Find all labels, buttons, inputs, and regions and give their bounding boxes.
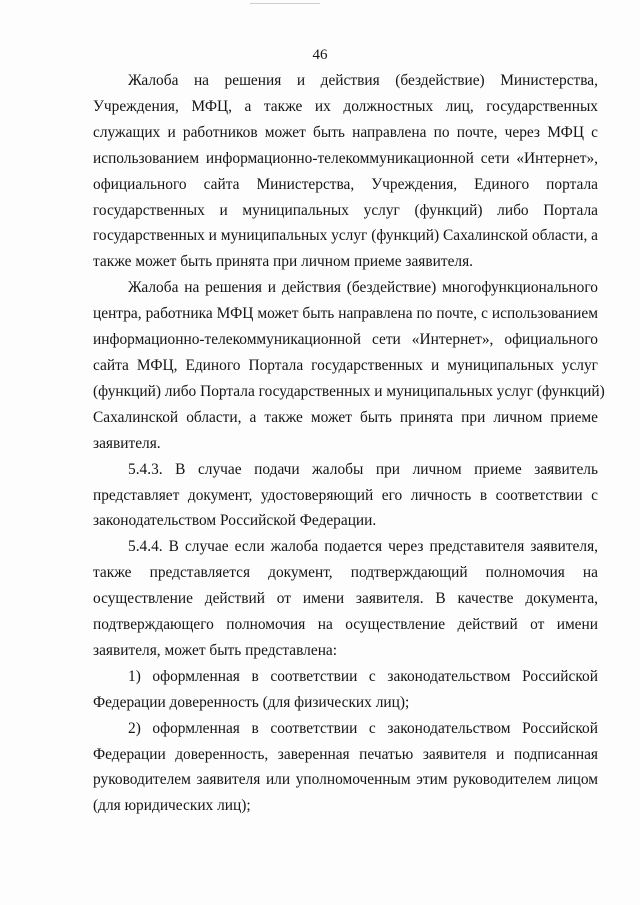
text-line: государственных и муниципальных услуг (функций) Сахалинской области, а bbox=[93, 227, 598, 245]
text-line: заявителя. bbox=[93, 434, 161, 452]
text-line: осуществление действий от имени заявителя. В качестве документа, bbox=[93, 590, 598, 608]
paragraph-complaint-mfc bbox=[93, 275, 605, 456]
text-line: информационно-телекоммуникационной сети «Интернет», официального bbox=[93, 331, 598, 349]
text-line: Сахалинской области, а также может быть принята при личном приеме bbox=[93, 408, 598, 426]
paragraph-complaint-ministry bbox=[93, 68, 598, 275]
text-line: Жалоба на решения и действия (бездействие) многофункционального bbox=[128, 279, 598, 297]
paragraph-clause-5-4-3 bbox=[93, 457, 598, 535]
text-line: 2) оформленная в соответствии с законодательством Российской bbox=[128, 719, 598, 737]
text-line: центра, работника МФЦ может быть направлена по почте, с использованием bbox=[93, 305, 598, 323]
scan-edge-mark bbox=[250, 3, 320, 4]
text-line: Жалоба на решения и действия (бездействие) Министерства, bbox=[128, 72, 598, 89]
text-line: Учреждения, МФЦ, а также их должностных лиц, государственных bbox=[93, 97, 598, 115]
document-body bbox=[93, 68, 605, 819]
text-line: 5.4.4. В случае если жалоба подается через представителя заявителя, bbox=[128, 538, 598, 556]
paragraph-item-1 bbox=[93, 664, 598, 716]
text-line: служащих и работников может быть направлена по почте, через МФЦ с bbox=[93, 123, 598, 141]
text-line: заявителя, может быть представлена: bbox=[93, 641, 338, 659]
paragraph-item-2 bbox=[93, 716, 598, 820]
text-line: законодательством Российской Федерации. bbox=[93, 512, 377, 530]
text-line: сайта МФЦ, Единого Портала государственных и муниципальных услуг bbox=[93, 356, 598, 374]
text-line: использованием информационно-телекоммуникационной сети «Интернет», bbox=[93, 149, 598, 167]
text-line: Федерации доверенность, заверенная печатью заявителя и подписанная bbox=[93, 745, 598, 763]
text-line: представляет документ, удостоверяющий его личность в соответствии с bbox=[93, 486, 598, 504]
text-line: подтверждающего полномочия на осуществление действий от имени bbox=[93, 616, 598, 634]
page-number: 46 bbox=[312, 47, 328, 63]
text-line: Федерации доверенность (для физических лиц); bbox=[93, 693, 410, 711]
text-line: официального сайта Министерства, Учреждения, Единого портала bbox=[93, 175, 598, 193]
text-line: (для юридических лиц); bbox=[93, 797, 251, 815]
text-line: 1) оформленная в соответствии с законодательством Российской bbox=[128, 667, 598, 685]
text-line: также может быть принята при личном приеме заявителя. bbox=[93, 253, 474, 271]
text-line: (функций) либо Портала государственных и муниципальных услуг (функций) bbox=[93, 382, 605, 400]
text-line: государственных и муниципальных услуг (функций) либо Портала bbox=[93, 201, 598, 219]
paragraph-clause-5-4-4 bbox=[93, 534, 598, 664]
text-line: 5.4.3. В случае подачи жалобы при личном приеме заявитель bbox=[128, 460, 598, 478]
text-line: также представляется документ, подтверждающий полномочия на bbox=[93, 564, 598, 582]
text-line: руководителем заявителя или уполномоченным этим руководителем лицом bbox=[93, 771, 598, 789]
